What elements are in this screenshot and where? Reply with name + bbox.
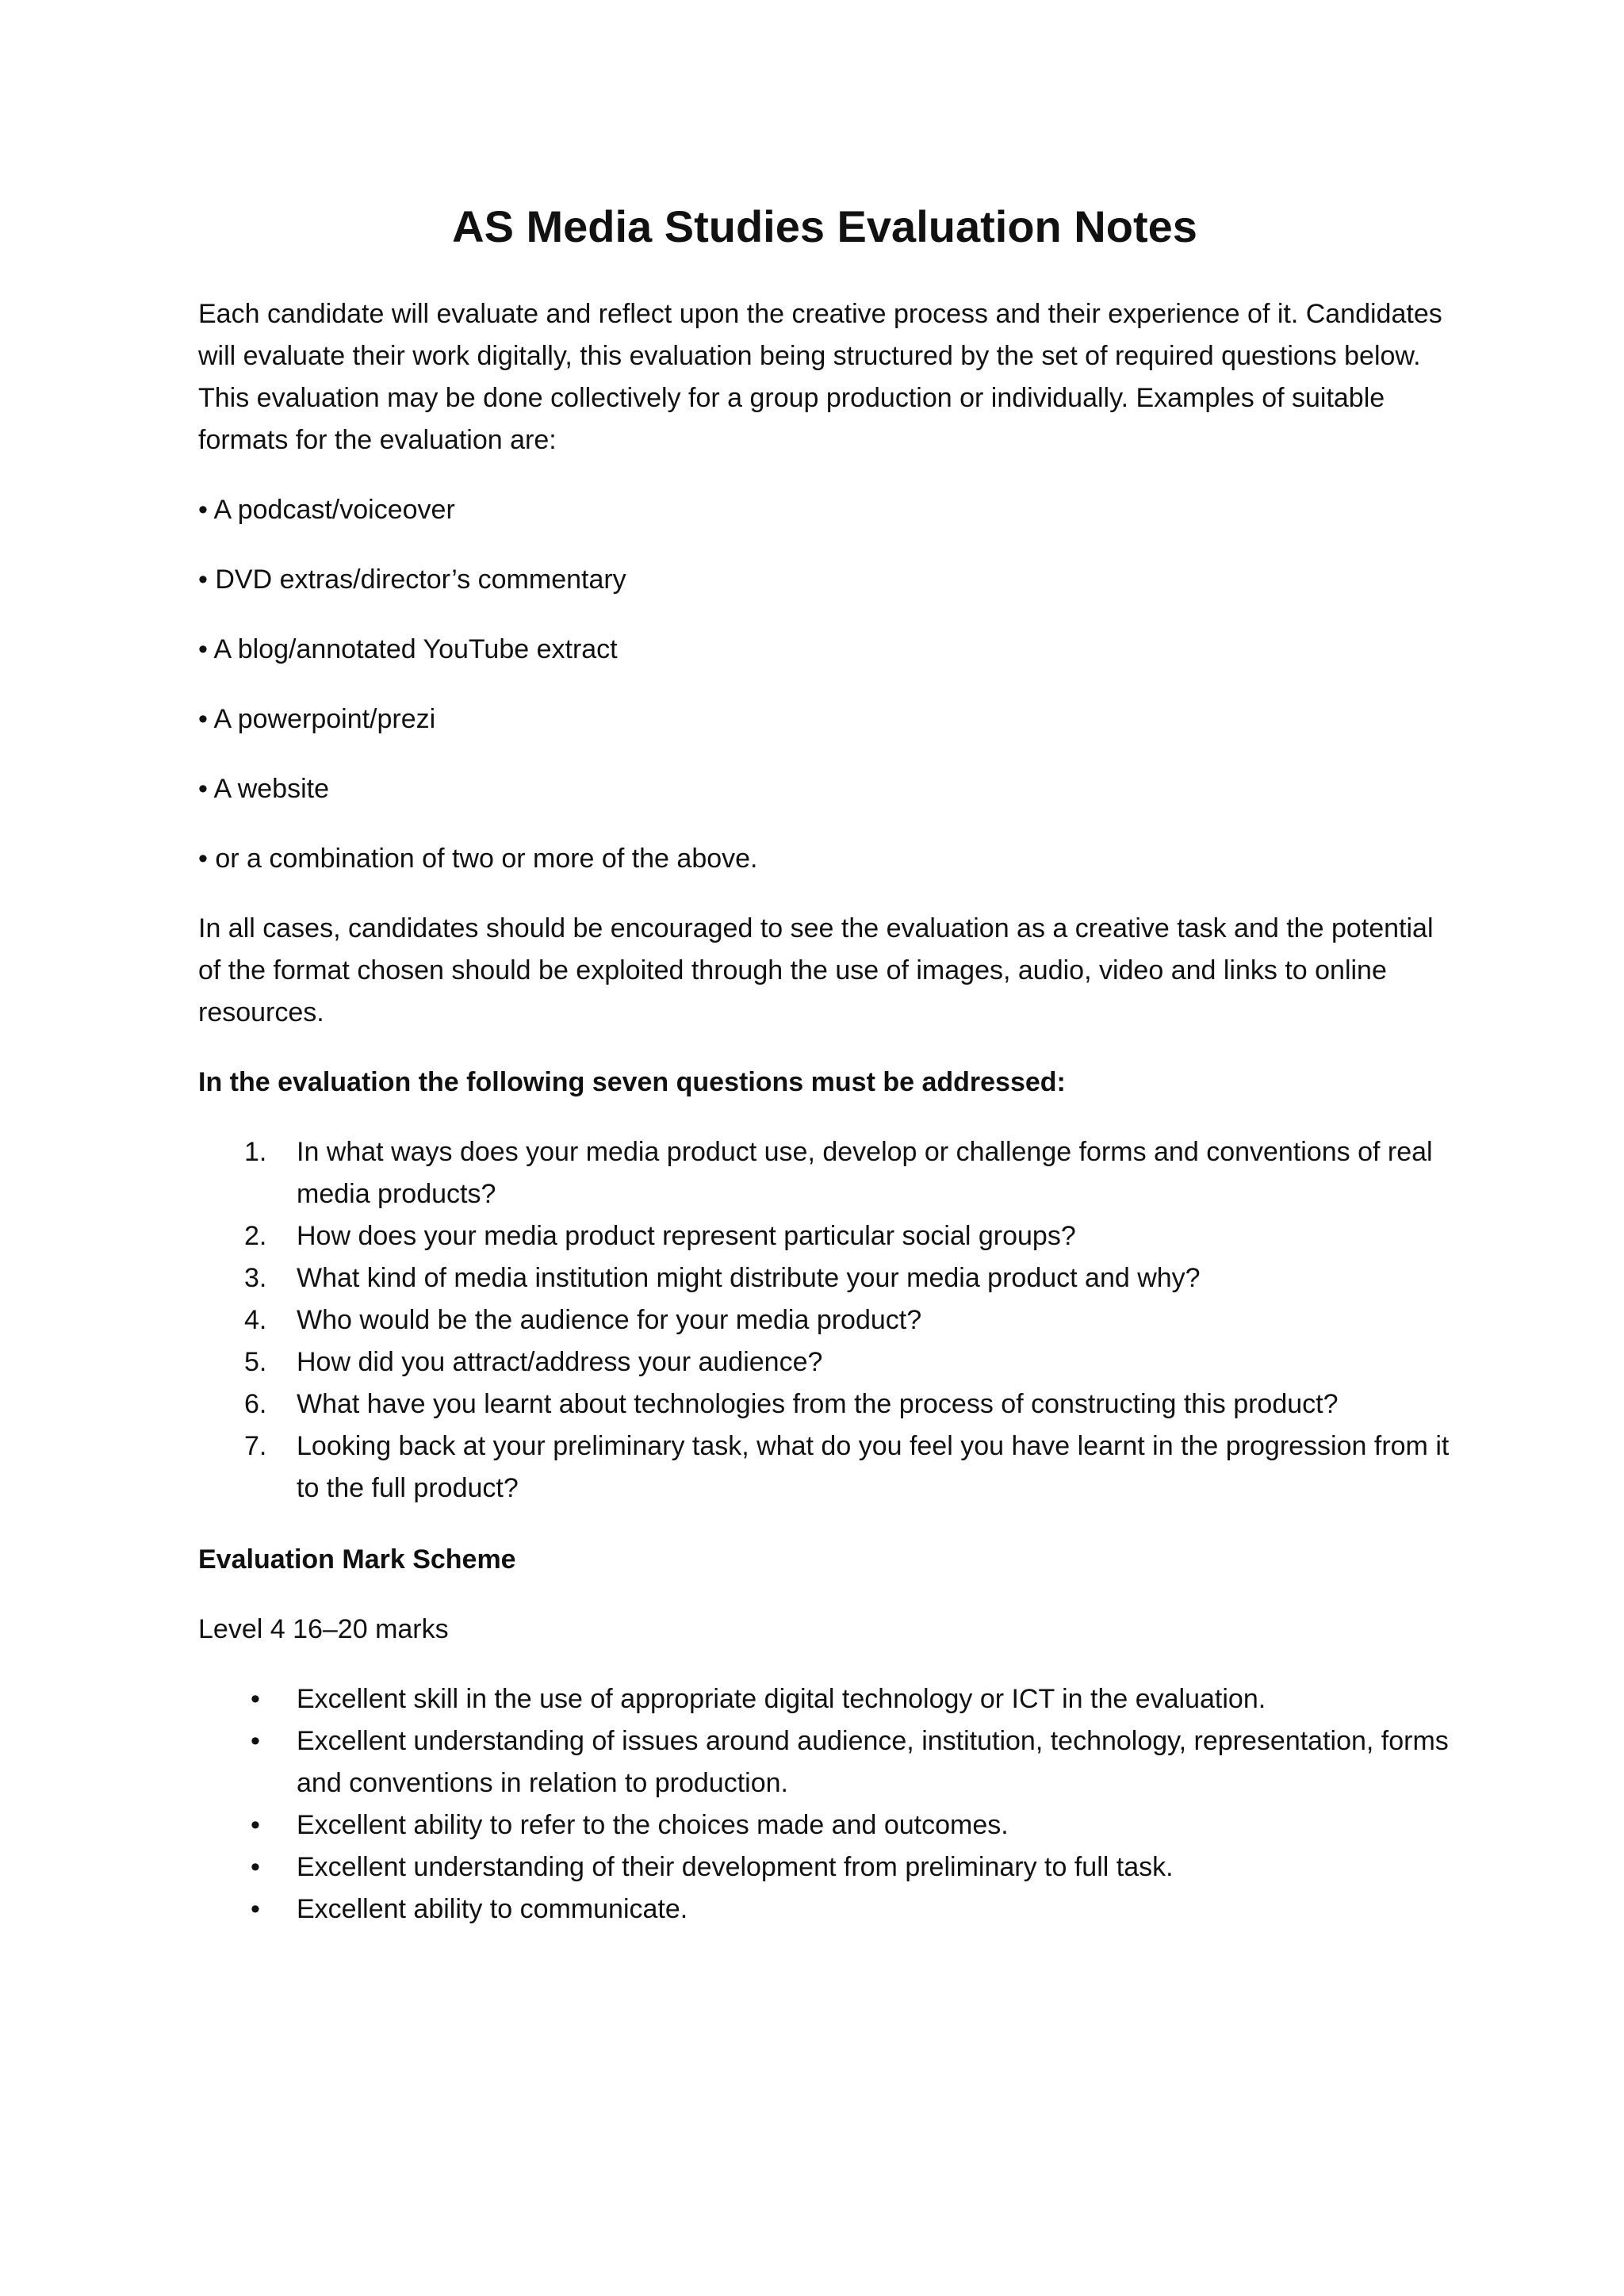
criteria-text: Excellent understanding of their development from preliminary to full task.	[297, 1852, 1174, 1882]
criteria-text: Excellent ability to communicate.	[297, 1894, 688, 1924]
page-title: AS Media Studies Evaluation Notes	[452, 201, 1197, 251]
question-number: 5.	[244, 1347, 267, 1377]
question-text: How does your media product represent particular social groups?	[297, 1221, 1076, 1251]
all-cases-paragraph: In all cases, candidates should be encouraged to see the evaluation as a creative task and the potential of the format chosen should be exploited through the use of images, audio, video and links to online resources.	[198, 913, 1434, 1027]
question-text: What have you learnt about technologies from the process of constructing this product?	[297, 1389, 1339, 1419]
question-text: Looking back at your preliminary task, what do you feel you have learnt in the progression from it to the full product?	[297, 1431, 1450, 1503]
questions-list	[198, 1131, 1451, 1510]
criteria-item	[198, 1888, 1451, 1931]
bullet-icon: •	[251, 1684, 260, 1714]
question-number: 3.	[244, 1263, 267, 1293]
criteria-text: Excellent understanding of issues around audience, institution, technology, representation, forms and conventions in relation to production.	[297, 1726, 1449, 1798]
mark-scheme-heading: Evaluation Mark Scheme	[198, 1544, 516, 1575]
format-item: • A powerpoint/prezi	[198, 704, 436, 734]
criteria-item	[198, 1720, 1451, 1804]
question-item	[198, 1131, 1451, 1215]
criteria-text: Excellent skill in the use of appropriate digital technology or ICT in the evaluation.	[297, 1684, 1266, 1714]
bullet-icon: •	[251, 1810, 260, 1840]
questions-heading: In the evaluation the following seven questions must be addressed:	[198, 1067, 1066, 1097]
question-number: 7.	[244, 1431, 267, 1461]
criteria-text: Excellent ability to refer to the choices made and outcomes.	[297, 1810, 1009, 1840]
format-item: • A podcast/voiceover	[198, 495, 455, 525]
question-number: 2.	[244, 1221, 267, 1251]
question-text: In what ways does your media product use, develop or challenge forms and conventions of real media products?	[297, 1137, 1433, 1209]
bullet-icon: •	[251, 1726, 260, 1756]
question-item	[198, 1383, 1451, 1425]
question-item	[198, 1425, 1451, 1510]
bullet-icon: •	[251, 1852, 260, 1882]
criteria-list	[198, 1678, 1451, 1931]
format-item: • A website	[198, 774, 330, 804]
question-number: 1.	[244, 1137, 267, 1167]
question-item	[198, 1215, 1451, 1257]
question-item	[198, 1341, 1451, 1383]
question-number: 4.	[244, 1305, 267, 1335]
question-item	[198, 1299, 1451, 1341]
question-item	[198, 1257, 1451, 1299]
format-item: • A blog/annotated YouTube extract	[198, 634, 618, 664]
criteria-item	[198, 1678, 1451, 1720]
question-number: 6.	[244, 1389, 267, 1419]
criteria-item	[198, 1846, 1451, 1888]
intro-paragraph: Each candidate will evaluate and reflect upon the creative process and their experience of it. Candidates will evaluate their work digitally, this evaluation being structured by the set of required questions below. This evaluation may be done collectively for a group production or individually. Examples of suitable formats for the evaluation are:	[198, 299, 1442, 455]
question-text: How did you attract/address your audience?	[297, 1347, 823, 1377]
format-item: • or a combination of two or more of the above.	[198, 844, 758, 874]
question-text: What kind of media institution might distribute your media product and why?	[297, 1263, 1201, 1293]
question-text: Who would be the audience for your media product?	[297, 1305, 922, 1335]
format-item: • DVD extras/director’s commentary	[198, 564, 626, 595]
level-label: Level 4 16–20 marks	[198, 1614, 449, 1644]
bullet-icon: •	[251, 1894, 260, 1924]
criteria-item	[198, 1804, 1451, 1846]
